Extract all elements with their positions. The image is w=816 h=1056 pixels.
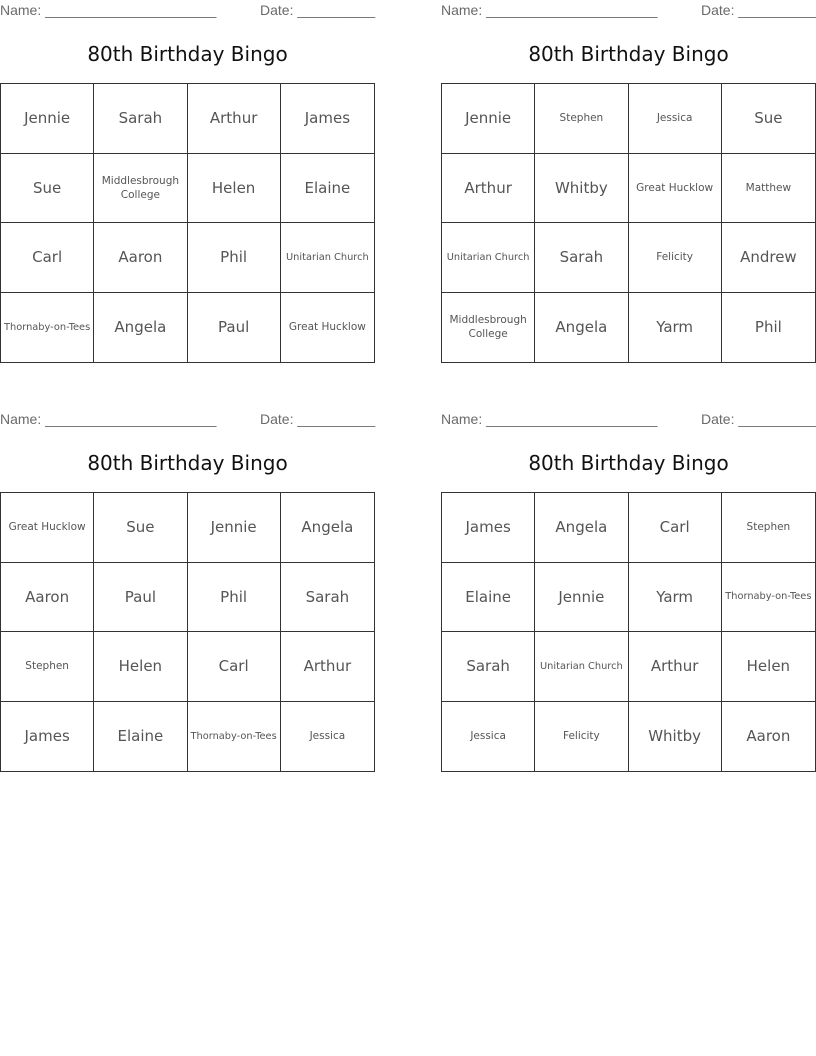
bingo-grid	[0, 83, 375, 363]
bingo-cell[interactable]: Stephen	[1, 632, 94, 702]
card-title: 80th Birthday Bingo	[87, 42, 288, 66]
bingo-card-2	[441, 0, 816, 365]
bingo-cell[interactable]: Arthur	[188, 84, 281, 154]
name-date-row	[441, 0, 816, 20]
bingo-cell[interactable]: Helen	[722, 632, 815, 702]
bingo-cell[interactable]: Great Hucklow	[629, 154, 722, 224]
bingo-cell[interactable]: Whitby	[535, 154, 628, 224]
bingo-cell[interactable]: Jessica	[442, 702, 535, 772]
bingo-cell[interactable]: Helen	[188, 154, 281, 224]
bingo-cell[interactable]: Sue	[1, 154, 94, 224]
bingo-cell[interactable]: Yarm	[629, 563, 722, 633]
bingo-grid	[441, 83, 816, 363]
bingo-cell[interactable]: Carl	[188, 632, 281, 702]
bingo-cell[interactable]: Sarah	[535, 223, 628, 293]
bingo-cell[interactable]: Sue	[722, 84, 815, 154]
date-field[interactable]: Date: __________	[260, 2, 376, 18]
bingo-cell[interactable]: Arthur	[442, 154, 535, 224]
bingo-cell[interactable]: Thornaby-on-Tees	[1, 293, 94, 363]
bingo-cell[interactable]: Paul	[188, 293, 281, 363]
bingo-cell[interactable]: Sarah	[94, 84, 187, 154]
bingo-cell[interactable]: Yarm	[629, 293, 722, 363]
bingo-grid	[0, 492, 375, 772]
bingo-cell[interactable]: Felicity	[629, 223, 722, 293]
bingo-cell[interactable]: Elaine	[281, 154, 374, 224]
bingo-cell[interactable]: Jennie	[442, 84, 535, 154]
name-field[interactable]: Name: ______________________	[0, 2, 217, 18]
bingo-cell[interactable]: Felicity	[535, 702, 628, 772]
bingo-cell[interactable]: Jennie	[1, 84, 94, 154]
bingo-cell[interactable]: Great Hucklow	[288, 321, 366, 334]
bingo-cell[interactable]: Sue	[94, 493, 187, 563]
name-field[interactable]: Name: ______________________	[441, 411, 658, 427]
bingo-cell[interactable]: Angela	[535, 293, 628, 363]
bingo-card-1	[0, 0, 375, 365]
name-date-row	[0, 0, 375, 20]
bingo-cell[interactable]: Angela	[281, 493, 374, 563]
bingo-cell[interactable]: Unitarian Church	[281, 223, 374, 293]
bingo-cell[interactable]: Carl	[629, 493, 722, 563]
bingo-grid	[441, 492, 816, 772]
bingo-cell[interactable]: Andrew	[722, 223, 815, 293]
bingo-cell[interactable]: Sarah	[281, 563, 374, 633]
date-field[interactable]: Date: __________	[260, 411, 376, 427]
bingo-cell[interactable]: Stephen	[722, 493, 815, 563]
bingo-cell[interactable]: Angela	[535, 493, 628, 563]
card-title: 80th Birthday Bingo	[528, 451, 729, 475]
name-field[interactable]: Name: ______________________	[441, 2, 658, 18]
bingo-cell[interactable]: James	[1, 702, 94, 772]
bingo-cell[interactable]: Unitarian Church	[535, 632, 628, 702]
name-date-row	[441, 409, 816, 429]
bingo-cell[interactable]: Angela	[94, 293, 187, 363]
bingo-cell[interactable]: Jennie	[535, 563, 628, 633]
bingo-card-3	[0, 409, 375, 774]
bingo-cell[interactable]: Carl	[1, 223, 94, 293]
bingo-cell[interactable]: Matthew	[722, 154, 815, 224]
bingo-cell[interactable]: Stephen	[535, 84, 628, 154]
name-date-row	[0, 409, 375, 429]
bingo-card-4	[441, 409, 816, 774]
bingo-cell[interactable]: Elaine	[94, 702, 187, 772]
bingo-cell[interactable]: Unitarian Church	[442, 223, 535, 293]
bingo-cell[interactable]: Arthur	[281, 632, 374, 702]
name-field[interactable]: Name: ______________________	[0, 411, 217, 427]
bingo-cell[interactable]: Middlesbrough College	[94, 154, 187, 224]
bingo-cell[interactable]: Middlesbrough College	[442, 293, 535, 363]
bingo-cell[interactable]: Thornaby-on-Tees	[722, 563, 815, 633]
bingo-cell[interactable]: Paul	[94, 563, 187, 633]
bingo-cell[interactable]: Phil	[188, 223, 281, 293]
bingo-cell[interactable]: Arthur	[629, 632, 722, 702]
bingo-cell[interactable]: Aaron	[1, 563, 94, 633]
bingo-cell[interactable]: Jessica	[629, 84, 722, 154]
date-field[interactable]: Date: __________	[701, 2, 816, 18]
bingo-cell[interactable]: Sarah	[442, 632, 535, 702]
bingo-cell[interactable]: Phil	[188, 563, 281, 633]
bingo-cell[interactable]: James	[281, 84, 374, 154]
bingo-cell[interactable]: Aaron	[746, 727, 791, 746]
bingo-cell[interactable]: Whitby	[629, 702, 722, 772]
card-title: 80th Birthday Bingo	[87, 451, 288, 475]
bingo-cell[interactable]: Phil	[754, 318, 782, 337]
bingo-cell[interactable]: Great Hucklow	[1, 493, 94, 563]
bingo-cell[interactable]: Jennie	[188, 493, 281, 563]
card-title: 80th Birthday Bingo	[528, 42, 729, 66]
bingo-cell[interactable]: Jessica	[309, 730, 346, 743]
bingo-cell[interactable]: Elaine	[442, 563, 535, 633]
date-field[interactable]: Date: __________	[701, 411, 816, 427]
bingo-cell[interactable]: Helen	[94, 632, 187, 702]
bingo-cell[interactable]: James	[442, 493, 535, 563]
bingo-cell[interactable]: Aaron	[94, 223, 187, 293]
bingo-cell[interactable]: Thornaby-on-Tees	[188, 702, 281, 772]
